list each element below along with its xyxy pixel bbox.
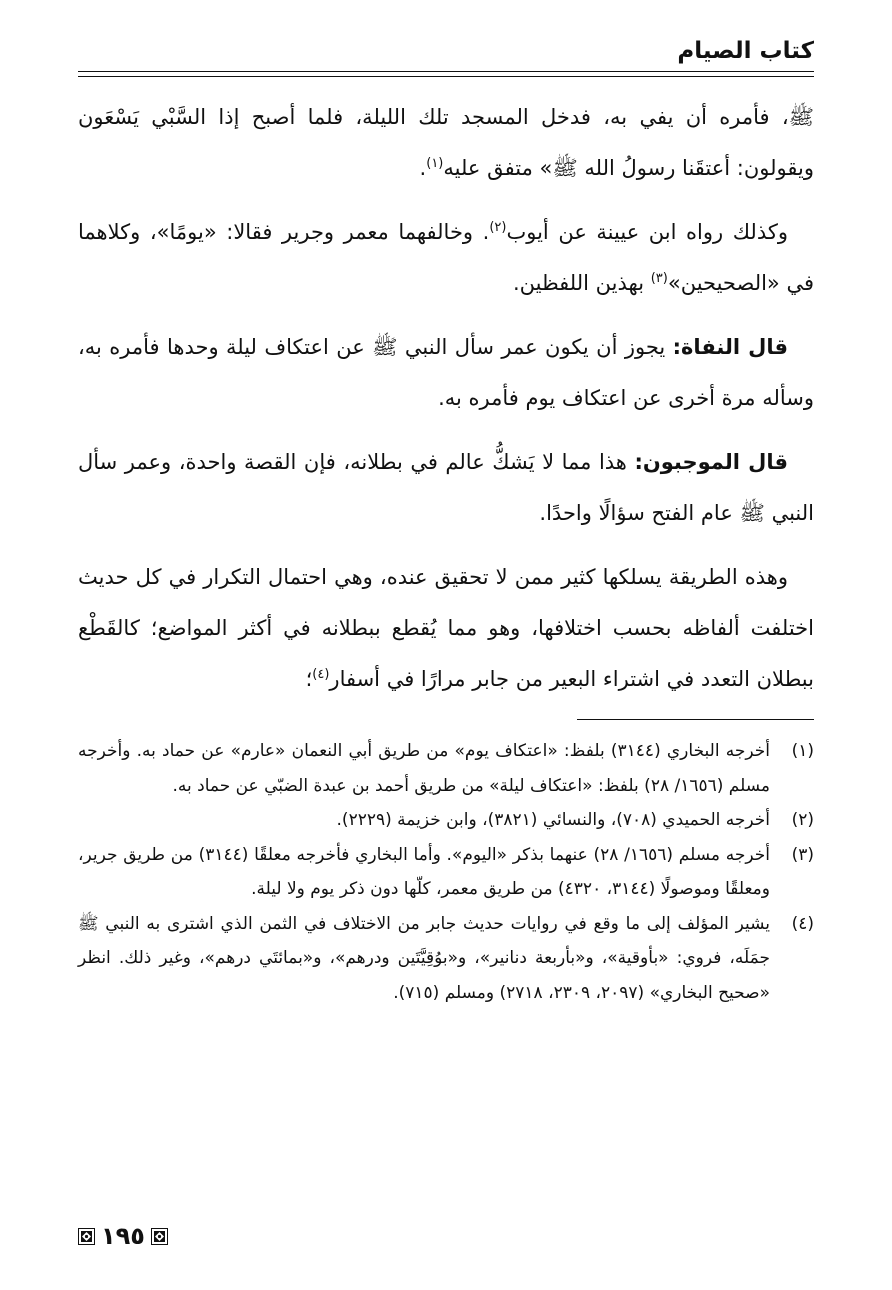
paragraph-3 <box>78 322 814 424</box>
footnote-text: أخرجه مسلم (١٦٥٦/ ٢٨) عنهما بذكر «اليوم». وأما البخاري فأخرجه معلقًا (٣١٤٤) من طريق جرير، ومعلقًا وموصولًا (٣١٤٤، ٤٣٢٠) من طريق معمر، كلّها دون ذكر يوم ولا ليلة. <box>78 844 770 899</box>
footnote-ref-2: (٢) <box>489 220 507 235</box>
footnote-2 <box>78 803 814 838</box>
main-text <box>78 92 814 718</box>
footnote-number: (٣) <box>791 844 814 865</box>
footnotes <box>78 734 814 1010</box>
footnote-1 <box>78 734 814 803</box>
page-number-block <box>78 1222 168 1250</box>
footnote-text: يشير المؤلف إلى ما وقع في روايات حديث جابر من الاختلاف في الثمن الذي اشترى به النبي ﷺ جمَلَه، فروي: «بأوقية»، و«بأربعة دنانير»، و«بوُقِيَّتَين ودرهم»، و«بمائتَي درهم»، وغير ذلك. انظر «صحيح البخاري» (٢٠٩٧، ٢٣٠٩، ٢٧١٨) ومسلم (٧١٥). <box>78 913 770 1003</box>
footnote-number: (٢) <box>791 810 814 830</box>
paragraph-2-text-c: بهذين اللفظين. <box>512 271 651 295</box>
page-number: ١٩٥ <box>101 1222 145 1250</box>
footnote-number: (١) <box>791 741 814 761</box>
footnote-3 <box>78 838 814 907</box>
footnote-divider <box>577 719 814 720</box>
paragraph-1 <box>78 92 814 194</box>
footnote-number: (٤) <box>791 913 814 934</box>
paragraph-2-text-a: وكذلك رواه ابن عيينة عن أيوب <box>506 220 788 244</box>
paragraph-1-end: . <box>419 156 427 180</box>
footnote-text: أخرجه البخاري (٣١٤٤) بلفظ: «اعتكاف يوم» من طريق أبي النعمان «عارم» عن حماد به. وأخرجه مسلم (١٦٥٦/ ٢٨) بلفظ: «اعتكاف ليلة» من طريق أحمد بن عبدة الضبّي عن حماد به. <box>78 741 770 796</box>
paragraph-4-lead: قال الموجبون: <box>634 450 788 474</box>
ornament-right-icon <box>151 1228 168 1245</box>
footnote-ref-1: (١) <box>426 156 444 171</box>
footnote-ref-4: (٤) <box>312 667 330 682</box>
header-rule-top <box>78 71 814 72</box>
ornament-left-icon <box>78 1228 95 1245</box>
paragraph-1-text: ﷺ، فأمره أن يفي به، فدخل المسجد تلك الليلة، فلما أصبح إذا السَّبْي يَسْعَون ويقولون: أعتقَنا رسولُ الله ﷺ» متفق عليه <box>78 105 814 180</box>
header-rule-bottom <box>78 76 814 77</box>
footnote-text: أخرجه الحميدي (٧٠٨)، والنسائي (٣٨٢١)، وابن خزيمة (٢٢٢٩). <box>336 810 770 830</box>
paragraph-2 <box>78 207 814 309</box>
paragraph-5-end: ؛ <box>305 667 313 691</box>
paragraph-4 <box>78 437 814 539</box>
footnote-4 <box>78 907 814 1011</box>
footnote-ref-3: (٣) <box>650 271 668 286</box>
paragraph-3-lead: قال النفاة: <box>672 335 788 359</box>
paragraph-4-text: هذا مما لا يَشكُّ عالم في بطلانه، فإن القصة واحدة، وعمر سأل النبي ﷺ عام الفتح سؤالًا واحدًا. <box>78 450 814 525</box>
paragraph-2-text-b: . وخالفهما معمر وجرير فقالا: «يومًا»، وكلاهما في «الصحيحين» <box>78 220 814 295</box>
paragraph-5-text: وهذه الطريقة يسلكها كثير ممن لا تحقيق عنده، وهي احتمال التكرار في كل حديث اختلفت ألفاظه بحسب اختلافها، وهو مما يُقطع ببطلانه في أكثر المواضع؛ كالقَطْع ببطلان التعدد في اشتراء البعير من جابر مرارًا في أسفار <box>78 565 814 691</box>
paragraph-5 <box>78 552 814 705</box>
running-header-title: كتاب الصيام <box>677 38 814 64</box>
paragraph-3-text: يجوز أن يكون عمر سأل النبي ﷺ عن اعتكاف ليلة وحدها فأمره به، وسأله مرة أخرى عن اعتكاف يوم فأمره به. <box>78 335 814 410</box>
